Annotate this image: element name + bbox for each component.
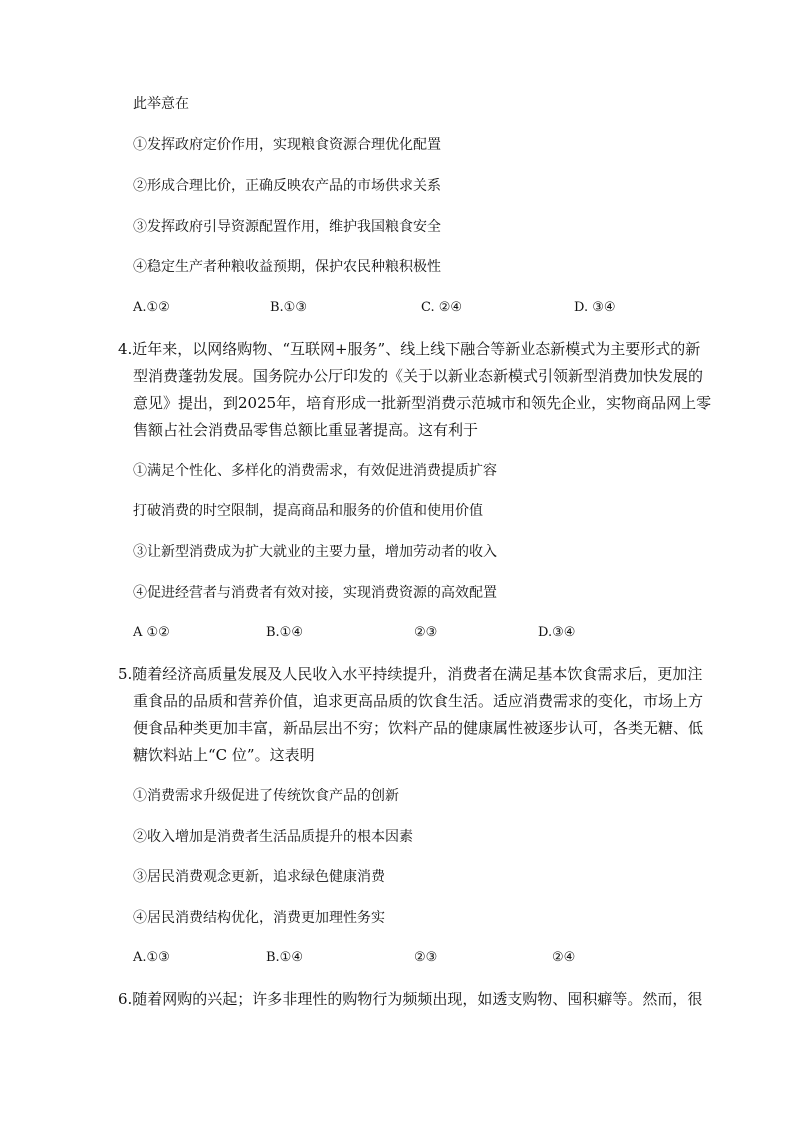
q4-option-b: B.①④	[266, 625, 303, 640]
q3-option-c: C. ②④	[421, 300, 463, 315]
q4-stem-line-3: 意见》提出，到2025年，培育形成一批新型消费示范城市和领先企业，实物商品网上零	[133, 394, 712, 412]
q3-option-a: A.①②	[133, 300, 170, 315]
q4-item-1: ①满足个性化、多样化的消费需求，有效促进消费提质扩容	[133, 463, 497, 479]
q4-item-3: ③让新型消费成为扩大就业的主要力量，增加劳动者的收入	[133, 544, 497, 560]
q4-option-d: D.③④	[538, 625, 576, 640]
q5-item-1: ①消费需求升级促进了传统饮食产品的创新	[133, 788, 399, 804]
q5-stem-line-3: 便食品种类更加丰富，新品层出不穷；饮料产品的健康属性被逐步认可，各类无糖、低	[133, 719, 704, 737]
q3-item-4: ④稳定生产者种粮收益预期，保护农民种粮积极性	[133, 259, 441, 275]
q5-option-c: ②③	[414, 950, 438, 965]
q5-stem-line-2: 重食品的品质和营养价值，追求更高品质的饮食生活。适应消费需求的变化，市场上方	[133, 692, 704, 710]
q5-option-a: A.①③	[133, 950, 170, 965]
q5-option-b: B.①④	[266, 950, 303, 965]
q3-option-b: B.①③	[270, 300, 307, 315]
q4-item-4: ④促进经营者与消费者有效对接，实现消费资源的高效配置	[133, 585, 497, 601]
q5-item-2: ②收入增加是消费者生活品质提升的根本因素	[133, 829, 413, 845]
q4-stem-line-2: 型消费蓬勃发展。国务院办公厅印发的《关于以新业态新模式引领新型消费加快发展的	[133, 367, 704, 385]
q4-option-c: ②③	[414, 625, 438, 640]
q4-option-a: A ①②	[133, 625, 170, 640]
q6-stem-line-1: 6.随着网购的兴起；许多非理性的购物行为频频出现，如透支购物、囤积癖等。然而，很	[118, 990, 703, 1008]
q4-item-2: 打破消费的时空限制，提高商品和服务的价值和使用价值	[133, 503, 483, 519]
q5-item-3: ③居民消费观念更新，追求绿色健康消费	[133, 869, 385, 885]
q3-option-d: D. ③④	[574, 300, 616, 315]
q5-stem-line-4: 糖饮料站上“C 位”。这表明	[133, 746, 315, 764]
q3-item-2: ②形成合理比价，正确反映农产品的市场供求关系	[133, 178, 441, 194]
q5-option-d: ②④	[552, 950, 576, 965]
q3-item-1: ①发挥政府定价作用，实现粮食资源合理优化配置	[133, 137, 441, 153]
q5-stem-line-1: 5.随着经济高质量发展及人民收入水平持续提升，消费者在满足基本饮食需求后，更加注	[118, 665, 703, 683]
q5-item-4: ④居民消费结构优化，消费更加理性务实	[133, 910, 385, 926]
q4-stem-line-1: 4.近年来，以网络购物、“互联网+服务”、线上线下融合等新业态新模式为主要形式的新	[118, 340, 701, 358]
q3-item-3: ③发挥政府引导资源配置作用，维护我国粮食安全	[133, 219, 441, 235]
q4-stem-line-4: 售额占社会消费品零售总额比重显著提高。这有利于	[133, 421, 479, 439]
q3-stem-tail: 此举意在	[133, 96, 189, 112]
